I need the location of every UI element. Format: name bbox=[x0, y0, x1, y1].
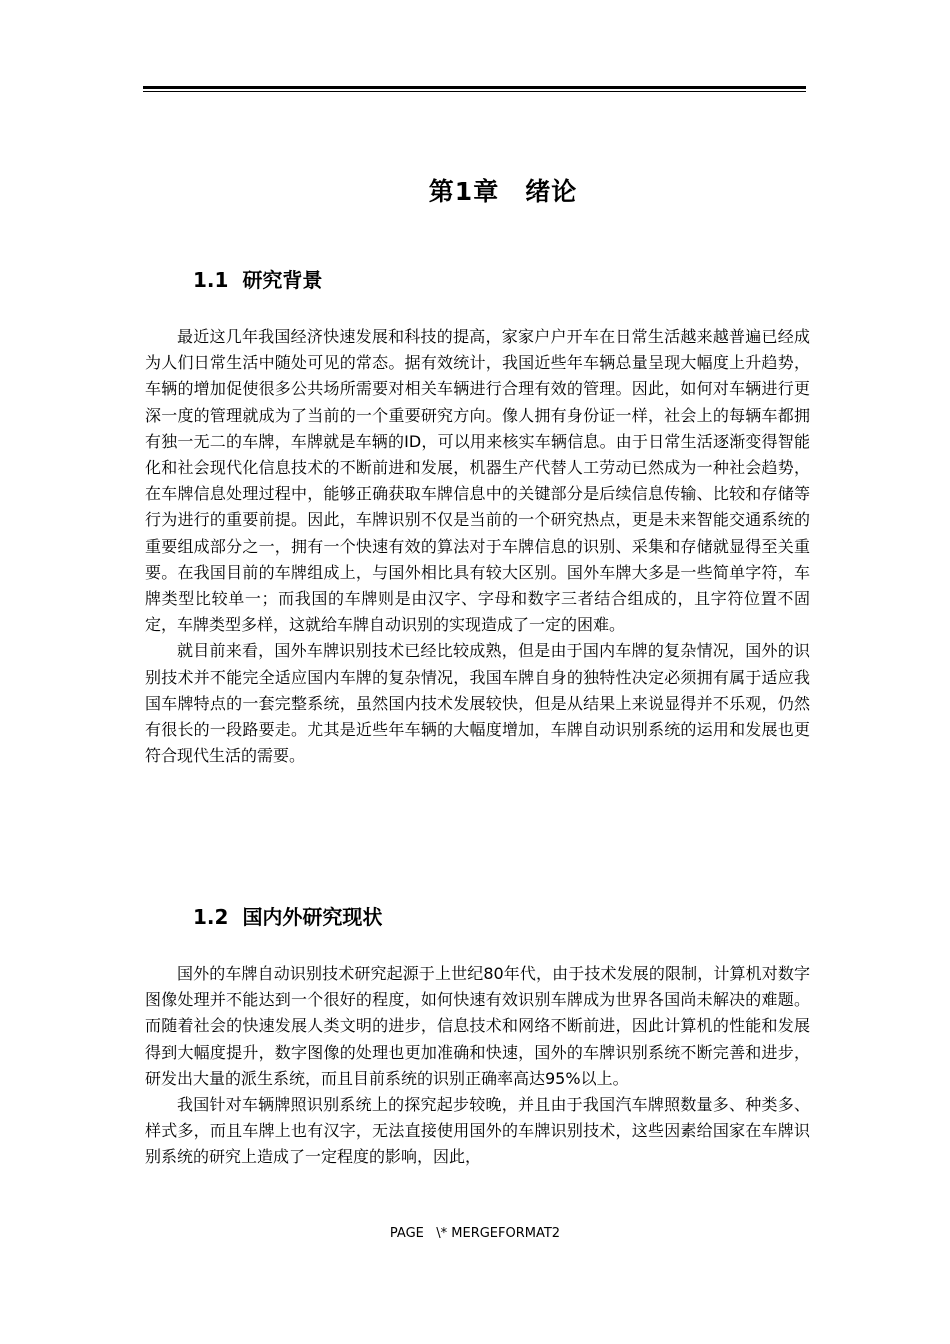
paragraph: 国外的车牌自动识别技术研究起源于上世纪80年代，由于技术发展的限制，计算机对数字图像处理并不能达到一个很好的程度，如何快速有效识别车牌成为世界各国尚未解决的难题。而随着社会的快速发展人类文明的进步，信息技术和网络不断前进，因此计算机的性能和发展得到大幅度提升，数字图像的处理也更加准确和快速，国外的车牌识别系统不断完善和进步，研发出大量的派生系统，而且目前系统的识别正确率高达95%以上。 bbox=[145, 964, 810, 1088]
paragraph: 我国针对车辆牌照识别系统上的探究起步较晚，并且由于我国汽车牌照数量多、种类多、样式多，而且车牌上也有汉字，无法直接使用国外的车牌识别技术，这些因素给国家在车牌识别系统的研究上造成了一定程度的影响，因此， bbox=[145, 1095, 810, 1167]
paragraph: 最近这几年我国经济快速发展和科技的提高，家家户户开车在日常生活越来越普遍已经成为人们日常生活中随处可见的常态。据有效统计，我国近些年车辆总量呈现大幅度上升趋势，车辆的增加促使很多公共场所需要对相关车辆进行合理有效的管理。因此，如何对车辆进行更深一度的管理就成为了当前的一个重要研究方向。像人拥有身份证一样，社会上的每辆车都拥有独一无二的车牌，车牌就是车辆的ID，可以用来核实车辆信息。由于日常生活逐渐变得智能化和社会现代化信息技术的不断前进和发展，机器生产代替人工劳动已然成为一种社会趋势，在车牌信息处理过程中，能够正确获取车牌信息中的关键部分是后续信息传输、比较和存储等行为进行的重要前提。因此，车牌识别不仅是当前的一个研究热点，更是未来智能交通系统的重要组成部分之一，拥有一个快速有效的算法对于车牌信息的识别、采集和存储就显得至关重要。在我国目前的车牌组成上，与国外相比具有较大区别。国外车牌大多是一些简单字符，车牌类型比较单一；而我国的车牌则是由汉字、字母和数字三者结合组成的，且字符位置不固定，车牌类型多样，这就给车牌自动识别的实现造成了一定的困难。 bbox=[145, 327, 810, 635]
section-title: 国内外研究现状 bbox=[242, 905, 383, 929]
section-title: 研究背景 bbox=[242, 268, 323, 292]
chapter-title: 第1章 绪论 bbox=[428, 177, 578, 206]
header-rule-thin bbox=[143, 91, 806, 92]
section-number: 1.1 bbox=[193, 268, 229, 292]
page-footer: PAGE \* MERGEFORMAT2 bbox=[389, 1226, 561, 1241]
section-1-2-body bbox=[145, 961, 810, 1171]
section-number: 1.2 bbox=[193, 905, 229, 929]
section-heading-1-1 bbox=[193, 265, 322, 295]
section-1-1-body bbox=[145, 324, 810, 769]
paragraph: 就目前来看，国外车牌识别技术已经比较成熟，但是由于国内车牌的复杂情况，国外的识别技术并不能完全适应国内车牌的复杂情况，我国车牌自身的独特性决定必须拥有属于适应我国车牌特点的一套完整系统，虽然国内技术发展较快，但是从结果上来说显得并不乐观，仍然有很长的一段路要走。尤其是近些年车辆的大幅度增加，车牌自动识别系统的运用和发展也更符合现代生活的需要。 bbox=[145, 641, 810, 766]
header-rule-thick bbox=[143, 86, 806, 89]
section-heading-1-2 bbox=[193, 902, 382, 932]
